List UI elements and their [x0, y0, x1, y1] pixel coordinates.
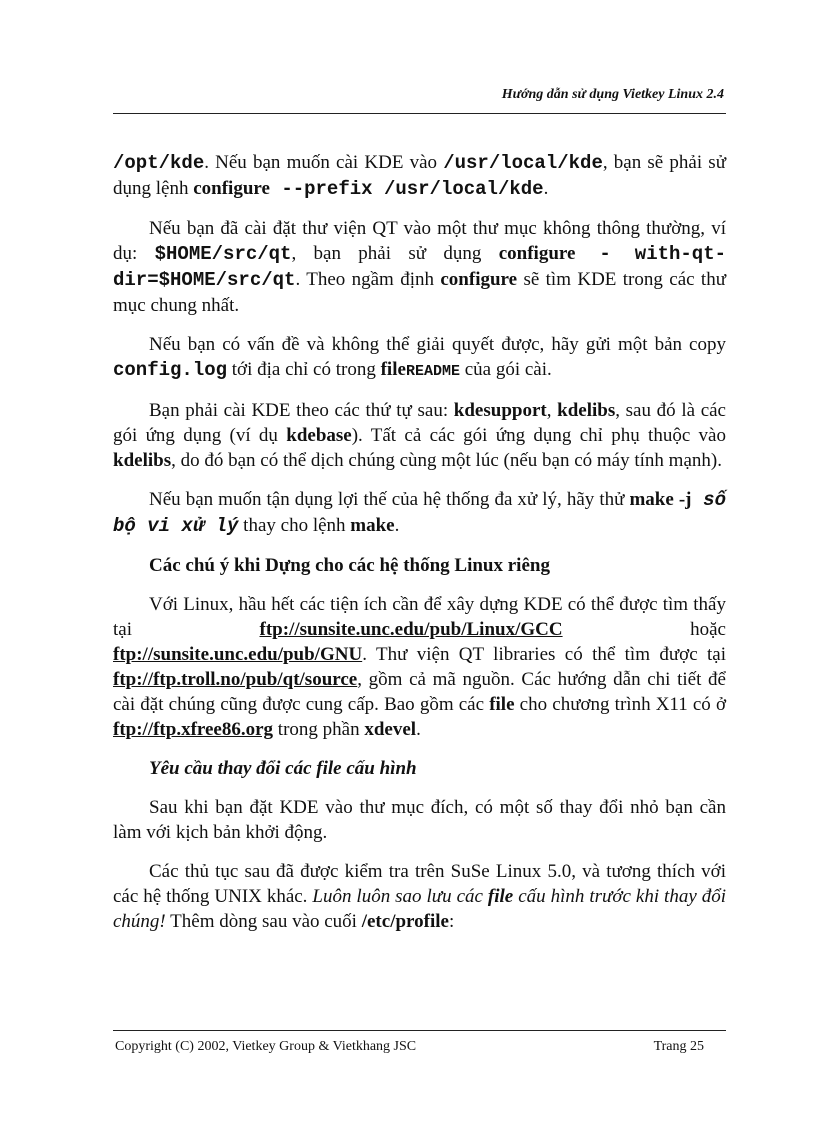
paragraph-install-prefix: /opt/kde. Nếu bạn muốn cài KDE vào /usr/local/kde, bạn sẽ phải sử dụng lệnh configure --prefix /usr/local/kde. [113, 152, 726, 200]
section-heading-config-files: Yêu cầu thay đổi các file cấu hình [149, 758, 417, 779]
link-ftp-gcc[interactable]: ftp://sunsite.unc.edu/pub/Linux/GCC [259, 619, 563, 640]
code-file: config.log [113, 359, 228, 381]
command: make [350, 515, 395, 536]
page-header [113, 79, 726, 114]
link-ftp-xfree86[interactable]: ftp://ftp.xfree86.org [113, 719, 274, 740]
paragraph-qt-dir: Nếu bạn đã cài đặt thư viện QT vào một thư mục không thông thường, ví dụ: $HOME/src/qt, bạn phải sử dụng configure - with-qt-dir=$HOME/src/qt. Theo ngầm định configure sẽ tìm KDE trong các thư mục chung nhất. [113, 218, 727, 316]
command: configure [498, 243, 576, 264]
paragraph-linux-tools: Với Linux, hầu hết các tiện ích cần để xây dựng KDE có thể được tìm thấy tại ftp://sunsite.unc.edu/pub/Linux/GCC hoặc ftp://sunsite.unc.edu/pub/GNU. Thư viện QT libraries có thể tìm được tại ftp://ftp.troll.no/pub/qt/source, gồm cả mã nguồn. Các hướng dẫn chi tiết để cài đặt chúng cũng được cung cấp. Bao gồm các file cho chương trình X11 có ở ftp://ftp.xfree86.org trong phần xdevel. [113, 594, 726, 740]
code-file: README [405, 363, 460, 380]
code-path: /usr/local/kde [443, 152, 603, 174]
code-path: /opt/kde [113, 152, 205, 174]
code-option: --prefix /usr/local/kde [269, 178, 544, 200]
code-path: /etc/profile [361, 911, 449, 932]
command: configure [193, 178, 270, 199]
paragraph-multiprocessor: Nếu bạn muốn tận dụng lợi thế của hệ thống đa xử lý, hãy thử make -j số bộ vi xử lý thay cho lệnh make. [113, 489, 726, 537]
link-ftp-gnu[interactable]: ftp://sunsite.unc.edu/pub/GNU [113, 644, 363, 665]
code-option: - with-qt-dir=$HOME/src/qt [113, 243, 727, 291]
page-footer [113, 1030, 726, 1054]
footer-copyright: Copyright (C) 2002, Vietkey Group & Vietkhang JSC [115, 1039, 417, 1054]
paragraph-install-order: Bạn phải cài KDE theo các thứ tự sau: kdesupport, kdelibs, sau đó là các gói ứng dụng (ví dụ kdebase). Tất cả các gói ứng dụng chỉ phụ thuộc vào kdelibs, do đó bạn có thể dịch chúng cùng một lúc (nếu bạn có máy tính mạnh). [113, 400, 726, 471]
header-title: Hướng dẫn sử dụng Vietkey Linux 2.4 [501, 87, 724, 102]
document-body [113, 150, 726, 948]
command: configure [440, 269, 518, 290]
link-ftp-qt[interactable]: ftp://ftp.troll.no/pub/qt/source [113, 669, 358, 690]
page-number: Trang 25 [653, 1039, 704, 1054]
section-heading-linux-notes: Các chú ý khi Dựng cho các hệ thống Linux riêng [149, 555, 550, 576]
code-path: $HOME/src/qt [154, 243, 292, 265]
code-argument: số bộ vi xử lý [113, 489, 726, 537]
paragraph-profile: Các thủ tục sau đã được kiểm tra trên SuSe Linux 5.0, và tương thích với các hệ thống UNIX khác. Luôn luôn sao lưu các file cấu hình trước khi thay đổi chúng! Thêm dòng sau vào cuối /etc/profile: [113, 861, 726, 932]
paragraph-config-log: Nếu bạn có vấn đề và không thể giải quyết được, hãy gửi một bản copy config.log tới địa chỉ có trong fileREADME của gói cài. [113, 334, 726, 381]
paragraph-startup-script: Sau khi bạn đặt KDE vào thư mục đích, có một số thay đổi nhỏ bạn cần làm với kịch bản khởi động. [113, 797, 726, 843]
command: make -j [629, 489, 692, 510]
